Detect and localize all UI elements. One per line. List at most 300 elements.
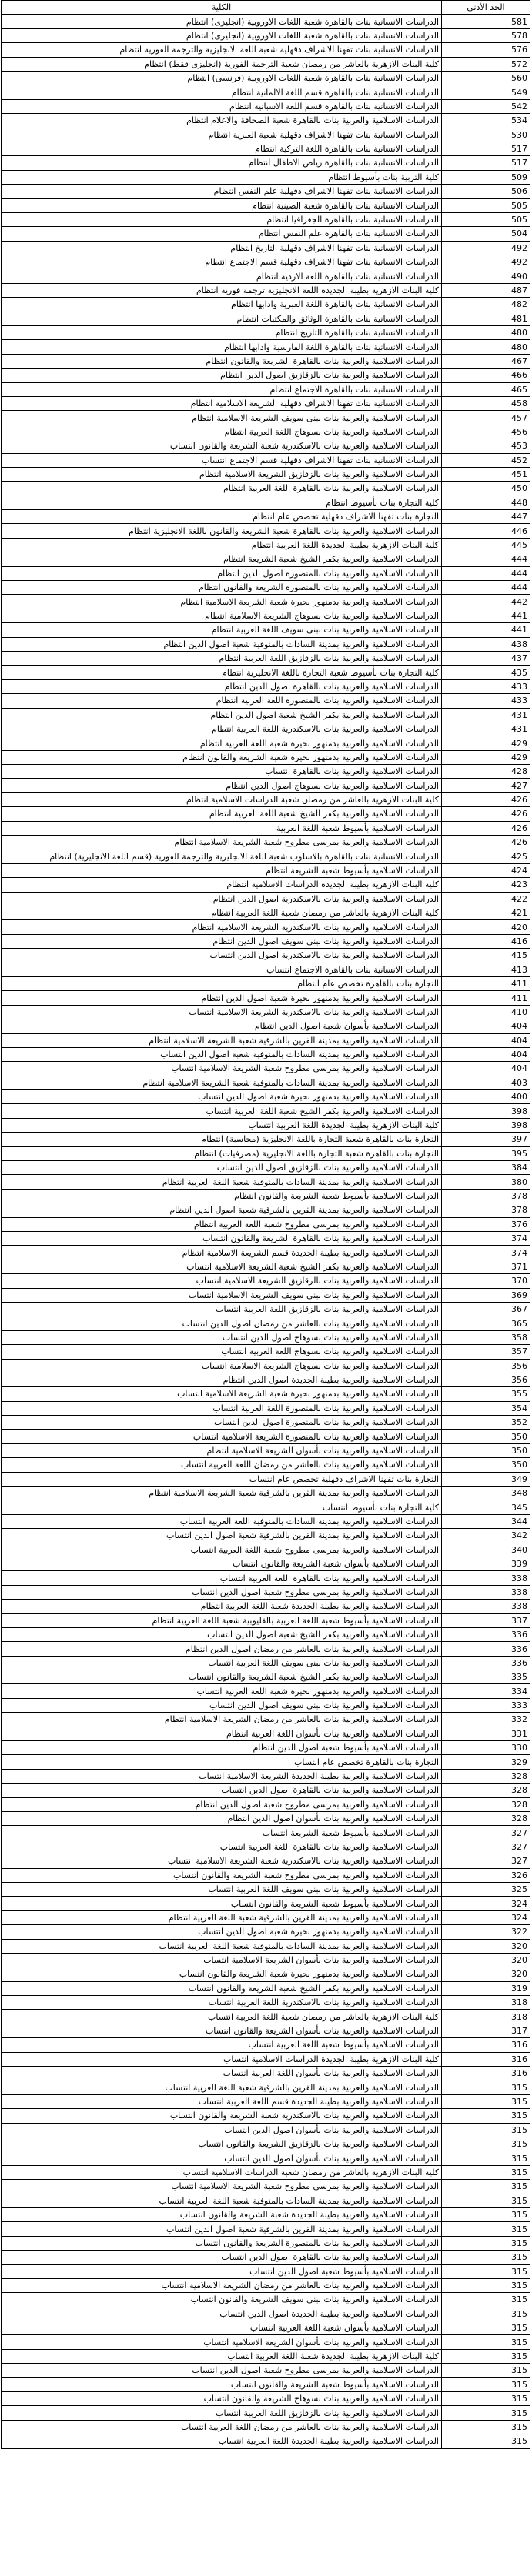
college-cell: الدراسات الانسانية بنات تفهنا الاشراف دقهلية شعبة اللغة الانجليزية والترجمة الفورية انتظام [2,43,442,57]
table-row [2,57,530,71]
college-cell: الدراسات الاسلامية والعربية بنات بالزقازيق الشريعة الاسلامية انتظام [2,467,442,481]
table-row [2,1090,530,1104]
table-row [2,637,530,651]
min-grade-cell: 457 [442,411,530,425]
table-row [2,2251,530,2264]
min-grade-cell: 411 [442,976,530,990]
college-cell: الدراسات الاسلامية بأسيوط شعبة اللغة العربية انتساب [2,2038,442,2052]
table-row [2,99,530,113]
min-grade-cell: 376 [442,1217,530,1231]
college-cell: الدراسات الاسلامية والعربية بنات بالمنصورة اللغة العربية انتساب [2,1401,442,1415]
table-row [2,2321,530,2335]
college-cell: الدراسات الاسلامية والعربية بنات بأسوان الشريعة الاسلامية انتظام [2,1443,442,1457]
college-cell: الدراسات الانسانية بنات بالقاهرة اللغة الفارسية وادابها انتظام [2,340,442,354]
min-grade-cell: 487 [442,283,530,297]
college-cell: الدراسات الاسلامية والعربية بنات بالمنصورة الشريعة والقانون انتساب [2,2236,442,2250]
table-row [2,170,530,184]
min-grade-cell: 374 [442,1246,530,1260]
college-cell: الدراسات الاسلامية والعربية بنات بالعاشر من رمضان الشريعة الاسلامية انتساب [2,2278,442,2292]
table-row [2,2194,530,2207]
table-row [2,283,530,297]
college-cell: الدراسات الاسلامية والعربية بنات بالزقازيق الشريعة والقانون انتساب [2,2137,442,2151]
min-grade-cell: 316 [442,2067,530,2080]
table-row [2,708,530,722]
table-row [2,1996,530,2010]
table-row [2,2406,530,2420]
college-cell: الدراسات الاسلامية والعربية بدمنهور بحيرة شعبة الشريعة الاسلامية انتساب [2,1387,442,1401]
table-row [2,1953,530,1967]
table-row [2,1047,530,1061]
table-row [2,1359,530,1373]
table-row [2,1260,530,1273]
min-grade-cell: 481 [442,312,530,325]
table-row [2,2165,530,2179]
college-cell: الدراسات الاسلامية والعربية بنات بالقاهرة اللغة العربية انتساب [2,1840,442,1854]
table-row [2,1925,530,1939]
college-cell: الدراسات الاسلامية والعربية بنات بسوهاج الشريعة الاسلامية انتساب [2,1359,442,1373]
table-row [2,1840,530,1854]
table-row [2,2377,530,2391]
table-row [2,1713,530,1727]
college-cell: الدراسات الانسانية بنات بالقاهرة الجغرافيا انتظام [2,212,442,226]
college-cell: كلية البنات الازهرية بطيبة الجديدة الدراسات الاسلامية انتظام [2,878,442,892]
table-row [2,2293,530,2307]
college-cell: الدراسات الاسلامية والعربية بكفر الشيخ شعبة اللغة العربية انتظام [2,807,442,821]
table-row [2,1373,530,1386]
min-grade-cell: 315 [442,2349,530,2363]
min-grade-cell: 324 [442,1897,530,1910]
min-grade-cell: 333 [442,1698,530,1712]
table-row [2,142,530,155]
table-row [2,595,530,609]
college-cell: الدراسات الاسلامية والعربية بكفر الشيخ شعبة الشريعة الاسلامية انتساب [2,1260,442,1273]
table-row [2,623,530,637]
college-cell: الدراسات الاسلامية والعربية بنات ببنى سويف الشريعة الاسلامية انتظام [2,411,442,425]
min-grade-cell: 482 [442,298,530,312]
min-grade-cell: 505 [442,212,530,226]
min-grade-cell: 438 [442,637,530,651]
min-grade-cell: 338 [442,1585,530,1599]
min-grade-cell: 336 [442,1642,530,1656]
min-grade-cell: 315 [442,2151,530,2165]
college-cell: الدراسات الاسلامية والعربية بكفر الشيخ شعبة الشريعة والقانون انتساب [2,1981,442,1995]
min-grade-cell: 431 [442,708,530,722]
college-cell: الدراسات الاسلامية والعربية بطيبة الجديدة اصول الدين انتظام [2,1373,442,1386]
table-row [2,369,530,382]
min-grade-cell: 342 [442,1529,530,1543]
min-grade-cell: 320 [442,1939,530,1953]
college-cell: الدراسات الاسلامية والعربية بنات بسوهاج الشريعة والقانون انتساب [2,2392,442,2406]
table-row [2,1302,530,1316]
college-cell: الدراسات الاسلامية والعربية بنات بالمنصورة الشريعة والقانون انتظام [2,581,442,595]
table-row [2,425,530,439]
college-cell: الدراسات الاسلامية والعربية بنات بالمنصورة اصول الدين انتساب [2,1416,442,1430]
table-row [2,666,530,679]
table-row [2,807,530,821]
min-grade-cell: 327 [442,1840,530,1854]
college-cell: الدراسات الاسلامية والعربية بمرسى مطروح شعبة الشريعة الاسلامية انتظام [2,836,442,849]
table-row [2,836,530,849]
college-cell: كلية التجارة بنات بأسيوط شعبة التجارة باللغة الانجليزية انتظام [2,666,442,679]
college-cell: الدراسات الاسلامية والعربية بنات ببنى سويف اللغة العربية انتظام [2,623,442,637]
college-cell: الدراسات الاسلامية والعربية بمرسى مطروح شعبة اصول الدين انتساب [2,2364,442,2377]
min-grade-cell: 480 [442,340,530,354]
min-grade-cell: 315 [442,2321,530,2335]
table-row [2,849,530,863]
college-cell: الدراسات الاسلامية والعربية بنات بالقاهرة الشريعة والقانون انتظام [2,354,442,368]
min-grade-cell: 345 [442,1500,530,1514]
college-cell: الدراسات الاسلامية والعربية بمدينة السادات بالمنوفية شعبة اللغة العربية انتساب [2,2194,442,2207]
college-cell: الدراسات الانسانية بنات تفهنا الاشراف دقهلية التاريخ انتظام [2,241,442,255]
min-grade-cell: 404 [442,1062,530,1076]
min-grade-cell: 315 [442,2080,530,2094]
college-cell: الدراسات الانسانية بنات بالقاهرة الاجتماع انتظام [2,382,442,396]
college-cell: الدراسات الاسلامية والعربية بنات بالاسكندرية شعبة الشريعة الاسلامية انتساب [2,1854,442,1868]
table-row [2,1812,530,1826]
min-grade-cell: 315 [442,2222,530,2236]
table-row [2,439,530,453]
min-grade-cell: 429 [442,736,530,750]
min-grade-cell: 328 [442,1797,530,1811]
college-cell: الدراسات الانسانية بنات بالقاهرة قسم اللغة الاسبانية انتظام [2,99,442,113]
college-cell: التجارة بنات بالقاهرة شعبة التجارة باللغة الانجليزية (مصرفيات) انتظام [2,1146,442,1160]
college-cell: الدراسات الاسلامية بأسيوط شعبة اصول الدين انتساب [2,2264,442,2278]
min-grade-cell: 315 [442,2307,530,2321]
college-cell: الدراسات الاسلامية والعربية بكفر الشيخ شعبة الشريعة والقانون انتساب [2,1670,442,1684]
min-grade-cell: 318 [442,2010,530,2024]
college-cell: الدراسات الاسلامية والعربية بنات بالعاشر من رمضان اللغة العربية انتساب [2,2420,442,2434]
college-cell: كلية البنات الازهرية بالعاشر من رمضان شعبة الترجمة الفورية (انجليزى فقط) انتظام [2,57,442,71]
table-row [2,2109,530,2123]
min-grade-cell: 578 [442,28,530,42]
table-row [2,1882,530,1896]
min-grade-cell: 318 [442,1996,530,2010]
min-grade-cell: 315 [442,2180,530,2194]
min-grade-cell: 431 [442,722,530,736]
table-row [2,792,530,806]
college-cell: الدراسات الاسلامية والعربية بنات بالزقازيق اصول الدين انتظام [2,369,442,382]
min-grade-cell: 326 [442,1868,530,1882]
college-cell: الدراسات الاسلامية والعربية بنات بالاسكندرية شعبة الشريعة والقانون انتساب [2,2109,442,2123]
table-row [2,2278,530,2292]
college-cell: الدراسات الاسلامية والعربية بمدينة القرين بالشرقية شعبة اللغة العربية انتظام [2,1910,442,1924]
min-grade-cell: 492 [442,241,530,255]
table-row [2,1784,530,1797]
table-row [2,1472,530,1486]
college-cell: الدراسات الاسلامية والعربية بنات بسوهاج اللغة العربية انتظام [2,425,442,439]
min-grade-cell: 322 [442,1925,530,1939]
college-cell: الدراسات الاسلامية بأسيوط شعبة اللغة العربية بالقليوبية شعبة اللغة العربية انتظام [2,1613,442,1627]
min-grade-cell: 506 [442,185,530,199]
college-cell: الدراسات الاسلامية والعربية بدمنهور بحيرة شعبة اللغة العربية انتظام [2,736,442,750]
table-row [2,1543,530,1557]
table-row [2,1175,530,1189]
table-row [2,2207,530,2221]
table-row [2,1529,530,1543]
min-grade-cell: 504 [442,227,530,241]
min-grade-cell: 453 [442,439,530,453]
min-grade-cell: 441 [442,623,530,637]
table-row [2,396,530,410]
college-cell: كلية البنات الازهرية بطيبة الجديدة اللغة الانجليزية ترجمة فورية انتظام [2,283,442,297]
min-grade-cell: 420 [442,920,530,934]
table-row [2,2307,530,2321]
table-row [2,411,530,425]
table-row [2,2335,530,2349]
min-grade-cell: 315 [442,2434,530,2448]
table-row [2,2222,530,2236]
college-cell: الدراسات الاسلامية والعربية بنات بأسوان اللغة العربية انتظام [2,1727,442,1740]
min-grade-cell: 444 [442,552,530,566]
college-cell: الدراسات الاسلامية والعربية بدمنهور بحيرة شعبة اصول الدين انتساب [2,1925,442,1939]
min-grade-cell: 357 [442,1345,530,1359]
college-cell: الدراسات الانسانية بنات بالقاهرة شعبة اللغات الاوروبية (انجليزى) انتظام [2,28,442,42]
college-cell: الدراسات الاسلامية والعربية بدمنهور بحيرة شعبة الشريعة الاسلامية انتظام [2,595,442,609]
min-grade-cell: 378 [442,1203,530,1217]
college-cell: الدراسات الاسلامية والعربية بنات بأسوان اصول الدين انتظام [2,1812,442,1826]
table-row [2,1585,530,1599]
table-row [2,1755,530,1769]
min-grade-cell: 374 [442,1231,530,1245]
table-row [2,878,530,892]
table-row [2,934,530,948]
min-grade-cell: 338 [442,1571,530,1585]
table-row [2,821,530,835]
min-grade-cell: 450 [442,482,530,496]
table-row [2,1741,530,1755]
min-grade-cell: 404 [442,1033,530,1047]
table-row [2,2434,530,2448]
table-row [2,482,530,496]
college-cell: الدراسات الانسانية بنات بالقاهرة اللغة التركية انتظام [2,142,442,155]
college-cell: الدراسات الاسلامية والعربية بنات بأسوان اللغة العربية انتساب [2,2067,442,2080]
min-grade-cell: 348 [442,1487,530,1500]
college-cell: الدراسات الاسلامية بأسيوط شعبة الشريعة انتساب [2,1826,442,1840]
college-cell: التجارة بنات بالقاهرة شعبة التجارة باللغة الانجليزية (محاسبة) انتظام [2,1133,442,1146]
table-row [2,28,530,42]
min-grade-cell: 492 [442,255,530,269]
min-grade-cell: 542 [442,99,530,113]
table-row [2,1005,530,1019]
college-cell: الدراسات الانسانية بنات بالقاهرة بالاسلوب شعبة اللغة الانجليزية والترجمة الفورية (قسم اللغة الانجليزية) انتظام [2,849,442,863]
min-grade-cell: 328 [442,1812,530,1826]
table-row [2,382,530,396]
table-row [2,1345,530,1359]
college-cell: الدراسات الانسانية بنات بالقاهرة اللغة الاردية انتظام [2,269,442,283]
table-row [2,340,530,354]
college-cell: الدراسات الاسلامية والعربية بطيبة الجديدة شعبة الشريعة والقانون انتساب [2,2207,442,2221]
college-cell: الدراسات الانسانية بنات بالقاهرة رياض الاطفال انتظام [2,156,442,170]
college-cell: الدراسات الاسلامية والعربية بدمنهور بحيرة شعبة اصول الدين انتساب [2,1090,442,1104]
min-grade-cell: 426 [442,836,530,849]
min-grade-cell: 505 [442,199,530,212]
table-row [2,538,530,552]
min-grade-cell: 335 [442,1670,530,1684]
min-grade-cell: 352 [442,1416,530,1430]
college-cell: الدراسات الاسلامية والعربية بنات بالقاهرة اللغة العربية انتظام [2,482,442,496]
min-grade-cell: 315 [442,2094,530,2108]
college-cell: التجارة بنات تفهنا الاشراف دقهلية تخصص عام انتساب [2,1472,442,1486]
college-cell: الدراسات الاسلامية والعربية بنات بسوهاج الشريعة الاسلامية انتظام [2,609,442,622]
min-grade-cell: 411 [442,991,530,1005]
college-cell: الدراسات الاسلامية والعربية بنات بالقاهرة اصول الدين انتظام [2,679,442,693]
college-cell: الدراسات الاسلامية والعربية بنات بالاسكندرية اللغة العربية انتساب [2,1996,442,2010]
college-cell: الدراسات الاسلامية والعربية بنات بالقاهرة اللغة العربية انتساب [2,1571,442,1585]
table-row [2,2080,530,2094]
table-row [2,85,530,99]
table-row [2,1104,530,1118]
table-row [2,2420,530,2434]
table-row [2,651,530,665]
min-grade-cell: 330 [442,1741,530,1755]
college-cell: الدراسات الاسلامية والعربية بنات بالعاشر من رمضان الشريعة الاسلامية انتظام [2,1713,442,1727]
college-cell: الدراسات الاسلامية والعربية بنات بالزقازيق اصول الدين انتساب [2,1161,442,1175]
table-row [2,1684,530,1698]
college-cell: الدراسات الاسلامية والعربية بطيبة الجديدة شعبة اللغة العربية انتظام [2,1600,442,1613]
college-cell: الدراسات الانسانية بنات بالقاهرة شعبة اللغات الاوروبية (انجليزى) انتظام [2,15,442,28]
college-cell: الدراسات الاسلامية والعربية بنات بالقاهرة اصول الدين انتساب [2,2251,442,2264]
table-row [2,1627,530,1641]
min-grade-cell: 350 [442,1458,530,1472]
table-row [2,1642,530,1656]
table-row [2,15,530,28]
college-cell: الدراسات الاسلامية والعربية بنات بالعاشر من رمضان اصول الدين انتساب [2,1316,442,1330]
table-row [2,1600,530,1613]
college-cell: الدراسات الاسلامية بأسوان شعبة الشريعة والقانون انتساب [2,1557,442,1570]
college-cell: الدراسات الاسلامية والعربية بمرسى مطروح شعبة الشريعة والقانون انتساب [2,1868,442,1882]
college-cell: الدراسات الاسلامية والعربية بنات بالاسكندرية شعبة الشريعة والقانون انتساب [2,439,442,453]
min-grade-cell: 480 [442,325,530,339]
min-grade-cell: 576 [442,43,530,57]
college-cell: الدراسات الاسلامية والعربية بنات بالمنصورة اللغة العربية انتظام [2,694,442,708]
min-grade-cell: 338 [442,1600,530,1613]
college-cell: الدراسات الاسلامية والعربية بمرسى مطروح شعبة الشريعة الاسلامية انتساب [2,1062,442,1076]
college-cell: كلية التربية بنات بأسيوط انتظام [2,170,442,184]
min-grade-cell: 403 [442,1076,530,1089]
table-row [2,1656,530,1670]
college-cell: الدراسات الاسلامية والعربية بنات بأسوان الشريعة الاسلامية انتساب [2,2335,442,2349]
table-row [2,1246,530,1260]
colleges-table [1,0,530,2449]
table-row [2,1203,530,1217]
table-row [2,312,530,325]
min-grade-cell: 517 [442,156,530,170]
table-row [2,694,530,708]
min-grade-cell: 530 [442,128,530,142]
min-grade-cell: 380 [442,1175,530,1189]
table-row [2,269,530,283]
min-grade-cell: 490 [442,269,530,283]
college-cell: الدراسات الاسلامية والعربية بدمنهور بحيرة شعبة اللغة العربية انتساب [2,1684,442,1698]
table-row [2,524,530,538]
table-row [2,1613,530,1627]
college-cell: الدراسات الانسانية بنات بالقاهرة الوثائق والمكتبات انتظام [2,312,442,325]
college-cell: الدراسات الاسلامية والعربية بمدينة القرين بالشرقية شعبة الشريعة الاسلامية انتظام [2,1033,442,1047]
college-cell: الدراسات الانسانية بنات تفهنا الاشراف دقهلية شعبة العبرية انتظام [2,128,442,142]
min-grade-cell: 339 [442,1557,530,1570]
college-cell: الدراسات الاسلامية والعربية بنات بالاسكندرية الشريعة الاسلامية انتساب [2,1005,442,1019]
min-grade-cell: 435 [442,666,530,679]
min-grade-cell: 451 [442,467,530,481]
table-row [2,2180,530,2194]
table-row [2,736,530,750]
college-cell: كلية التجارة بنات بأسيوط انتساب [2,1500,442,1514]
table-row [2,1670,530,1684]
table-row [2,496,530,509]
min-grade-cell: 422 [442,892,530,906]
college-cell: الدراسات الاسلامية والعربية بنات ببنى سويف اصول الدين انتظام [2,934,442,948]
header-min-grade: الحد الأدنى [442,1,530,15]
min-grade-cell: 320 [442,1953,530,1967]
college-cell: الدراسات الاسلامية والعربية بنات بالاسكندرية اصول الدين انتساب [2,949,442,963]
min-grade-cell: 350 [442,1443,530,1457]
college-cell: الدراسات الاسلامية والعربية بنات بالعاشر من رمضان اصول الدين انتظام [2,1642,442,1656]
min-grade-cell: 404 [442,1019,530,1033]
college-cell: الدراسات الاسلامية والعربية بنات بأسوان الشريعة والقانون انتساب [2,2024,442,2037]
min-grade-cell: 466 [442,369,530,382]
table-row [2,2052,530,2066]
table-row [2,1500,530,1514]
college-cell: الدراسات الاسلامية والعربية بنات بالقاهرة الشريعة والقانون انتساب [2,1231,442,1245]
min-grade-cell: 355 [442,1387,530,1401]
table-row [2,199,530,212]
table-row [2,1430,530,1443]
table-row [2,2392,530,2406]
table-row [2,255,530,269]
min-grade-cell: 549 [442,85,530,99]
college-cell: كلية البنات الازهرية بطيبة الجديدة الدراسات الاسلامية انتساب [2,2052,442,2066]
college-cell: الدراسات الانسانية بنات بالقاهرة علم النفس انتظام [2,227,442,241]
college-cell: الدراسات الاسلامية والعربية بمدينة القرين بالشرقية شعبة اصول الدين انتظام [2,1203,442,1217]
min-grade-cell: 315 [442,2278,530,2292]
min-grade-cell: 444 [442,581,530,595]
min-grade-cell: 320 [442,1967,530,1981]
min-grade-cell: 370 [442,1274,530,1288]
min-grade-cell: 448 [442,496,530,509]
min-grade-cell: 425 [442,849,530,863]
min-grade-cell: 369 [442,1288,530,1302]
min-grade-cell: 315 [442,2264,530,2278]
table-row [2,765,530,779]
min-grade-cell: 426 [442,792,530,806]
min-grade-cell: 349 [442,1472,530,1486]
college-cell: الدراسات الانسانية بنات بالقاهرة اللغة العبرية وادابها انتظام [2,298,442,312]
table-row [2,1161,530,1175]
table-row [2,1769,530,1783]
min-grade-cell: 384 [442,1161,530,1175]
college-cell: الدراسات الاسلامية بأسوان شعبة اللغة العربية انتساب [2,2321,442,2335]
min-grade-cell: 316 [442,2052,530,2066]
min-grade-cell: 447 [442,510,530,524]
table-row [2,976,530,990]
college-cell: الدراسات الاسلامية والعربية بمدينة السادات بالمنوفية شعبة اللغة العربية انتساب [2,1939,442,1953]
table-row [2,1910,530,1924]
table-row [2,2123,530,2137]
college-cell: الدراسات الاسلامية بأسيوط شعبة الشريعة والقانون انتظام [2,1189,442,1203]
min-grade-cell: 534 [442,114,530,128]
min-grade-cell: 416 [442,934,530,948]
table-row [2,750,530,764]
table-row [2,2024,530,2037]
table-row [2,892,530,906]
table-row [2,354,530,368]
table-row [2,212,530,226]
table-row [2,1288,530,1302]
college-cell: الدراسات الاسلامية والعربية بنات بالاسكندرية اصول الدين انتظام [2,892,442,906]
college-cell: الدراسات الانسانية بنات تفهنا الاشراف دقهلية الشريعة الاسلامية انتظام [2,396,442,410]
college-cell: الدراسات الاسلامية بأسيوط شعبة اللغة العربية [2,821,442,835]
min-grade-cell: 467 [442,354,530,368]
